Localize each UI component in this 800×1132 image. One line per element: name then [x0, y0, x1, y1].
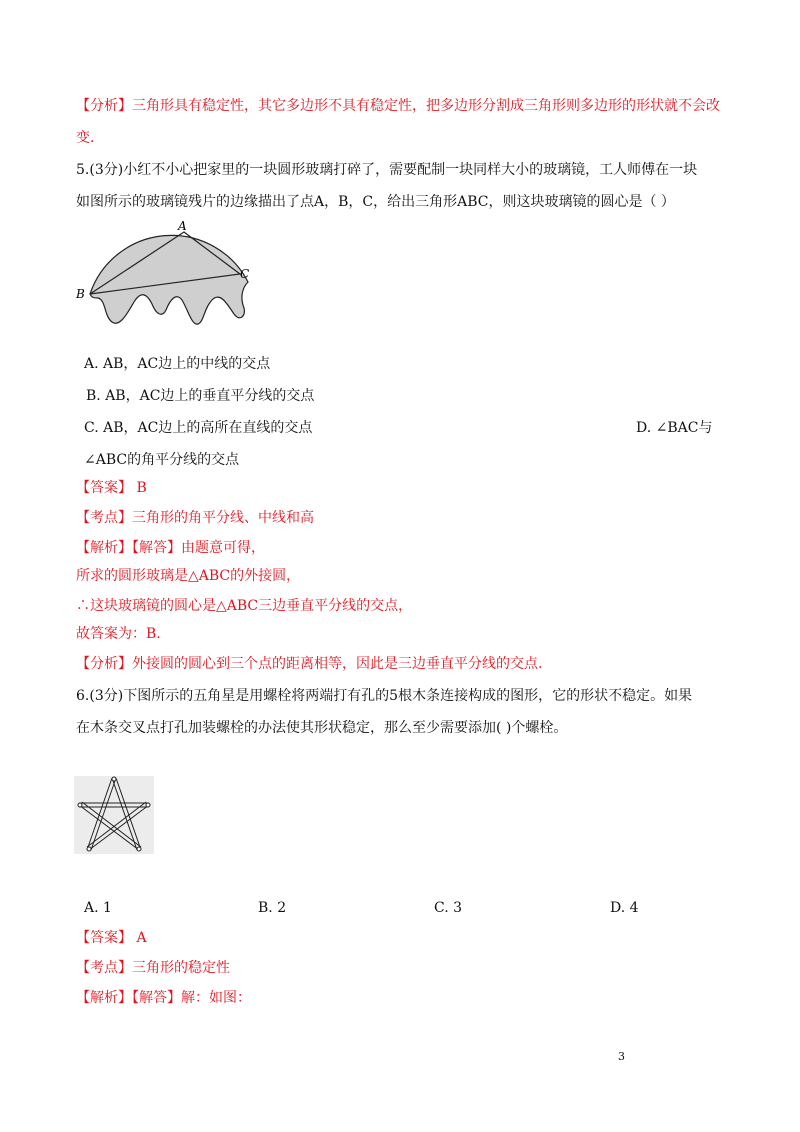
q5-option-b: B. AB，AC边上的垂直平分线的交点	[86, 388, 315, 404]
q5-jiexi: 【解析】【解答】由题意可得，	[76, 540, 265, 556]
q6-jiexi: 【解析】【解答】解：如图：	[76, 990, 251, 1006]
q5-step3: 故答案为：B.	[76, 626, 161, 642]
q4-analysis-line2: 变．	[76, 130, 104, 146]
q5-kaodian: 【考点】三角形的角平分线、中线和高	[76, 510, 314, 526]
q6-option-b: B. 2	[258, 900, 287, 916]
q4-analysis-line1: 【分析】三角形具有稳定性，其它多边形不具有稳定性，把多边形分割成三角形则多边形的形状就不会改	[76, 98, 720, 114]
q5-step2: ∴这块玻璃镜的圆心是△ABC三边垂直平分线的交点，	[76, 598, 413, 614]
q5-answer: 【答案】 B	[76, 480, 147, 496]
q6-option-c: C. 3	[434, 900, 463, 916]
q6-option-d: D. 4	[610, 900, 639, 916]
page-number: 3	[618, 1050, 625, 1063]
q6-kaodian: 【考点】三角形的稳定性	[76, 960, 230, 976]
q5-analysis: 【分析】外接圆的圆心到三个点的距离相等，因此是三边垂直平分线的交点.	[76, 656, 543, 672]
q5-stem-line1: 5.(3分)小红不小心把家里的一块圆形玻璃打碎了，需要配制一块同样大小的玻璃镜，工人师傅在一块	[76, 162, 698, 178]
point-c-label: C	[240, 267, 250, 281]
glass-fragment-figure	[74, 218, 260, 334]
q5-option-c: C. AB，AC边上的高所在直线的交点	[84, 420, 313, 436]
q6-stem-line2: 在木条交叉点打孔加装螺栓的办法使其形状稳定，那么至少需要添加( )个螺栓。	[76, 720, 568, 736]
q5-option-a: A. AB，AC边上的中线的交点	[84, 356, 271, 372]
glass-fragment-shape	[90, 235, 248, 324]
q6-stem-line1: 6.(3分)下图所示的五角星是用螺栓将两端打有孔的5根木条连接构成的图形，它的形状不稳定。如果	[76, 688, 693, 704]
star-figure-background	[74, 776, 154, 854]
q6-answer: 【答案】 A	[76, 930, 147, 946]
q5-stem-line2: 如图所示的玻璃镜残片的边缘描出了点A，B，C，给出三角形ABC，则这块玻璃镜的圆心是（ ）	[76, 194, 675, 210]
point-b-label: B	[76, 287, 85, 301]
q5-option-d-part2: ∠ABC的角平分线的交点	[84, 452, 240, 468]
point-a-label: A	[178, 219, 187, 233]
q5-option-d-part1: D. ∠BAC与	[636, 420, 713, 436]
q6-option-a: A. 1	[84, 900, 112, 916]
q5-step1: 所求的圆形玻璃是△ABC的外接圆，	[76, 568, 301, 584]
star-figure	[74, 776, 154, 854]
